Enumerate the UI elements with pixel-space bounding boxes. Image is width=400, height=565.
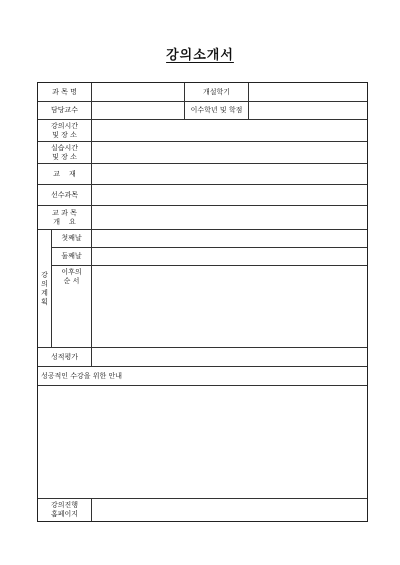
guide-field[interactable]	[38, 386, 367, 498]
semester-label: 개설학기	[202, 87, 231, 96]
guide-label: 성공적인 수강을 위한 안내	[41, 371, 123, 380]
course-name-label: 과 목 명	[52, 87, 77, 96]
page-title: 강의소개서	[166, 48, 234, 63]
lab-time-label: 실습시간 및 장 소	[50, 143, 79, 161]
after-label: 이후의 순 서	[61, 268, 82, 285]
week2-label: 둘째날	[61, 252, 82, 260]
homepage-field[interactable]	[92, 499, 367, 521]
week1-label: 첫째날	[61, 234, 82, 242]
grading-field[interactable]	[92, 348, 367, 366]
lecture-plan-char: 획	[41, 297, 48, 306]
week2-field[interactable]	[92, 248, 367, 265]
prerequisite-field[interactable]	[92, 185, 367, 205]
course-name-field[interactable]	[92, 83, 184, 101]
lecture-plan-char: 계	[41, 288, 48, 297]
professor-field[interactable]	[92, 102, 184, 119]
overview-field[interactable]	[92, 206, 367, 229]
professor-label: 담당교수	[50, 106, 79, 114]
prerequisite-label: 선수과목	[50, 190, 79, 199]
semester-field[interactable]	[249, 83, 367, 101]
lecture-time-label: 강의시간 및 장 소	[50, 121, 79, 139]
homepage-label: 강의진행 홈페이지	[50, 501, 79, 518]
week1-field[interactable]	[92, 230, 367, 247]
course-form	[37, 82, 368, 522]
textbook-label: 교 재	[53, 169, 76, 178]
overview-label: 교 과 목 개 요	[52, 208, 77, 226]
lecture-time-field[interactable]	[92, 120, 367, 141]
lecture-plan-label	[38, 230, 51, 347]
lecture-plan-char: 의	[41, 279, 48, 288]
after-field[interactable]	[92, 266, 367, 347]
credits-label: 이수학년 및 학점	[190, 106, 243, 114]
grading-label: 성적평가	[50, 352, 79, 361]
textbook-field[interactable]	[92, 164, 367, 184]
lecture-plan-char: 강	[41, 270, 48, 279]
lab-time-field[interactable]	[92, 142, 367, 163]
credits-field[interactable]	[249, 102, 367, 119]
